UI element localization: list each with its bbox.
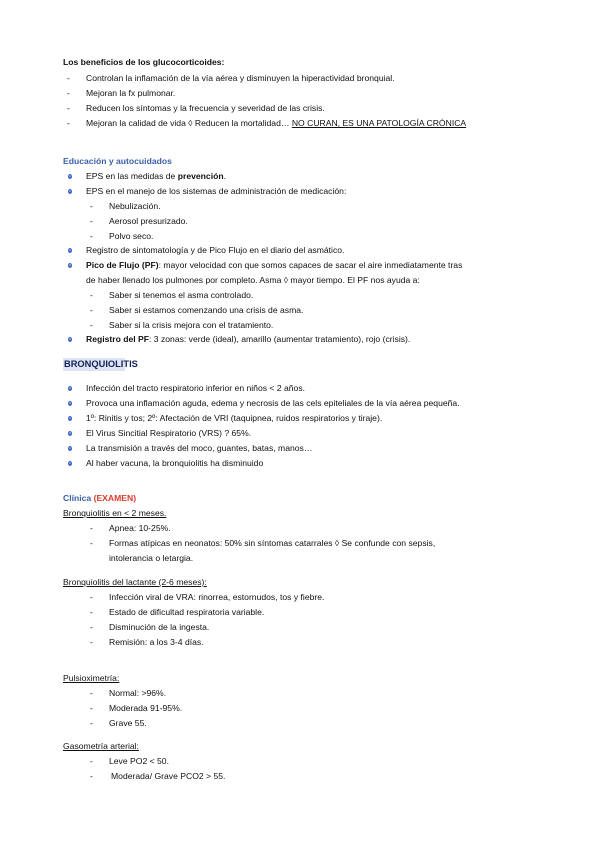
- edu-sub-1: Nebulización.: [109, 201, 161, 211]
- dash: -: [90, 320, 93, 330]
- clinica-sub2-item-1: Infección viral de VRA: rinorrea, estornudos, tos y fiebre.: [109, 592, 325, 602]
- edu-item-2: EPS en el manejo de los sistemas de administración de medicación:: [86, 186, 347, 196]
- bullet-icon: [68, 401, 72, 406]
- dash: -: [90, 718, 93, 728]
- dash: -: [90, 688, 93, 698]
- dash: -: [90, 607, 93, 617]
- clinica-sub2-item-4: Remisión: a los 3-4 días.: [109, 637, 204, 647]
- clinica-sub2-item-2: Estado de dificultad respiratoria variable.: [109, 607, 265, 617]
- dash: -: [90, 622, 93, 632]
- bullet-icon: [68, 446, 72, 451]
- edu-item-1-text: EPS en las medidas de: [86, 171, 178, 181]
- dash: -: [67, 118, 70, 128]
- dash: -: [67, 73, 70, 83]
- clinica-title-text: Clínica: [63, 493, 94, 503]
- bronq-item-3: 1º: Rinitis y tos; 2º: Afectación de VRI (taquipnea, ruidos respiratorios y tiraje).: [86, 413, 383, 423]
- clinica-sub2-item-3: Disminución de la ingesta.: [109, 622, 210, 632]
- edu-item-4-bold: Pico de Flujo (PF): [86, 260, 159, 270]
- bullet-icon: [68, 337, 72, 342]
- bullet-icon: [68, 461, 72, 466]
- bullet-icon: [68, 248, 72, 253]
- clinica-title-exam: (EXAMEN): [93, 493, 137, 503]
- bullet-icon: [68, 416, 72, 421]
- gluco-item-1: Controlan la inflamación de la vía aérea y disminuyen la hiperactividad bronquial.: [86, 73, 395, 83]
- gluco-item-3: Reducen los síntomas y la frecuencia y severidad de las crisis.: [86, 103, 325, 113]
- gluco-item-4: [86, 118, 466, 129]
- bullet-icon: [68, 431, 72, 436]
- gluco-item-4-underline: NO CURAN, ES UNA PATOLOGÍA CRÓNICA: [291, 118, 467, 128]
- edu-item-4-line2: de haber llenado los pulmones por completo. Asma ◊ mayor tiempo. El PF nos ayuda a:: [86, 275, 420, 285]
- clinica-sub1-item-2-line2: intolerancia o letargia.: [109, 553, 194, 563]
- gluco-title: Los beneficios de los glucocorticoides:: [63, 57, 225, 67]
- dash: -: [90, 756, 93, 766]
- bronq-item-5: La transmisión a través del moco, guantes, batas, manos…: [86, 443, 313, 453]
- clinica-sub4-item-2: Moderada/ Grave PCO2 > 55.: [111, 771, 226, 781]
- bullet-icon: [68, 174, 72, 179]
- dash: -: [90, 703, 93, 713]
- dash: -: [90, 771, 93, 781]
- edu-item-4-text: : mayor velocidad con que somos capaces de sacar el aire inmediatamente tras: [158, 260, 463, 270]
- edu-pf-sub-2: Saber si estamos comenzando una crisis de asma.: [109, 305, 304, 315]
- clinica-sub1-item-1: Apnea: 10-25%.: [109, 523, 171, 533]
- edu-item-5-bold: Registro del PF: [86, 334, 150, 344]
- clinica-sub4: Gasometría arterial:: [63, 741, 139, 751]
- clinica-title: [63, 493, 136, 504]
- edu-item-1-end: .: [223, 171, 226, 181]
- clinica-sub1-item-2: Formas atípicas en neonatos: 50% sin síntomas catarrales ◊ Se confunde con sepsis,: [109, 538, 436, 548]
- dash: -: [90, 523, 93, 533]
- dash: -: [90, 305, 93, 315]
- clinica-sub3-item-1: Normal: >96%.: [109, 688, 167, 698]
- edu-item-1: [86, 171, 226, 182]
- edu-item-5-text: : 3 zonas: verde (ideal), amarillo (aumentar tratamiento), rojo (crisis).: [149, 334, 411, 344]
- edu-sub-2: Aerosol presurizado.: [109, 216, 188, 226]
- bronq-item-2: Provoca una inflamación aguda, edema y necrosis de las cels epiteliales de la vía aérea pequeña.: [86, 398, 460, 408]
- edu-pf-sub-1: Saber si tenemos el asma controlado.: [109, 290, 254, 300]
- bronq-item-6: Al haber vacuna, la bronquiolitis ha disminuido: [86, 458, 264, 468]
- gluco-item-4-text: Mejoran la calidad de vida ◊ Reducen la mortalidad…: [86, 118, 292, 128]
- bullet-icon: [68, 189, 72, 194]
- dash: -: [90, 201, 93, 211]
- bronquiolitis-heading: BRONQUIOLITIS: [64, 359, 138, 369]
- clinica-sub3-item-2: Moderada 91-95%.: [109, 703, 183, 713]
- bullet-icon: [68, 386, 72, 391]
- clinica-sub1: Bronquiolitis en < 2 meses.: [63, 508, 167, 518]
- dash: -: [90, 538, 93, 548]
- gluco-item-2: Mejoran la fx pulmonar.: [86, 88, 176, 98]
- clinica-sub3-item-3: Grave 55.: [109, 718, 147, 728]
- edu-pf-sub-3: Saber si la crisis mejora con el tratamiento.: [109, 320, 274, 330]
- dash: -: [90, 290, 93, 300]
- clinica-sub4-item-1: Leve PO2 < 50.: [109, 756, 169, 766]
- bronq-item-4: El Virus Sincitial Respiratorio (VRS) ? 65%.: [86, 428, 252, 438]
- edu-item-4: [86, 260, 462, 271]
- dash: -: [67, 88, 70, 98]
- dash: -: [90, 592, 93, 602]
- bronq-item-1: Infección del tracto respiratorio inferior en niños < 2 años.: [86, 383, 306, 393]
- edu-item-5: [86, 334, 410, 345]
- dash: -: [90, 216, 93, 226]
- dash: -: [67, 103, 70, 113]
- edu-item-3: Registro de sintomatología y de Pico Flujo en el diario del asmático.: [86, 245, 345, 255]
- clinica-sub2: Bronquiolitis del lactante (2-6 meses):: [63, 577, 207, 587]
- dash: -: [90, 637, 93, 647]
- clinica-sub3: Pulsioximetría:: [63, 673, 120, 683]
- dash: -: [90, 231, 93, 241]
- bullet-icon: [68, 263, 72, 268]
- edu-sub-3: Polvo seco.: [109, 231, 154, 241]
- edu-title: Educación y autocuidados: [63, 156, 172, 166]
- edu-item-1-bold: prevención: [177, 171, 224, 181]
